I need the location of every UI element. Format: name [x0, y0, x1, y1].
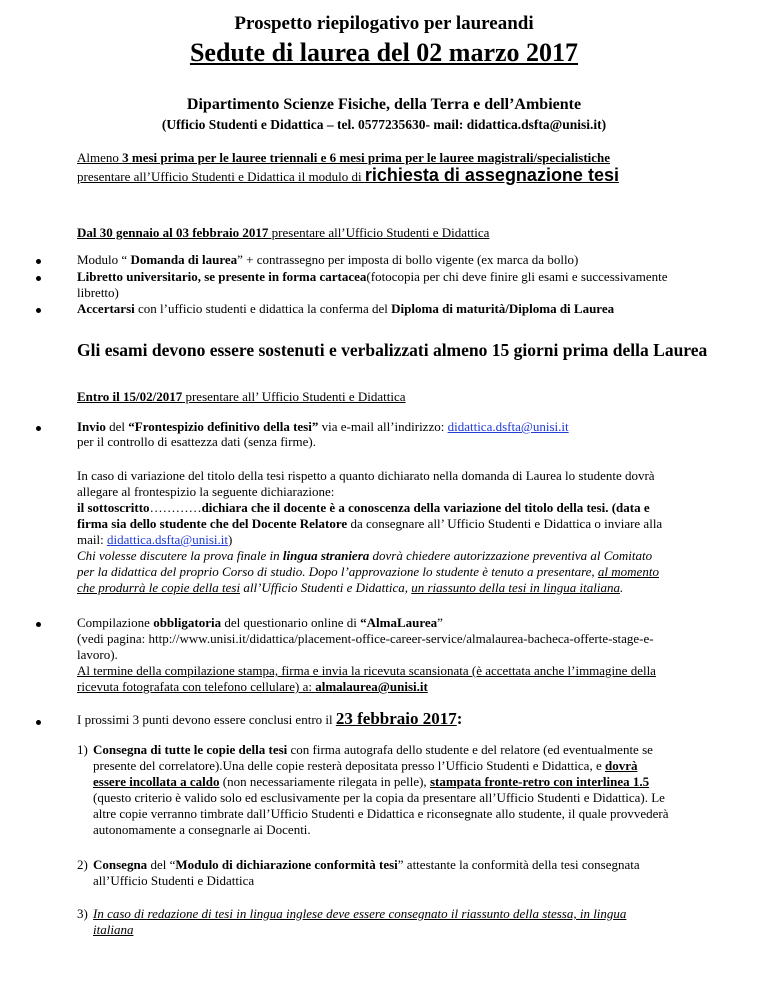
- text: mail:: [77, 532, 107, 547]
- text-bold: Invio: [77, 419, 106, 434]
- item1-line-3: [93, 774, 727, 789]
- email-link[interactable]: didattica.dsfta@unisi.it: [106, 532, 228, 547]
- text: per il controllo di esattezza dati (senza firme).: [77, 434, 316, 449]
- section3-lead: [77, 711, 727, 727]
- almalaurea-line-3: lavoro).: [77, 647, 118, 662]
- bullet-icon: [36, 720, 41, 725]
- foreign-language-line-2: [77, 564, 727, 579]
- almalaurea-line-2: (vedi pagina: http://www.unisi.it/didattica/placement-office-career-service/almalaurea-bacheca-offerte-stage-e-: [77, 631, 654, 646]
- intro-request-title: richiesta di assegnazione tesi: [364, 165, 619, 185]
- item1-line-6: autonomamente a consegnarle ai Docenti.: [93, 822, 311, 837]
- bullet-icon: [36, 259, 41, 264]
- text-bold: firma sia dello studente che del Docente Relatore: [77, 516, 348, 531]
- list-number: 2): [77, 857, 88, 872]
- text-bold: “AlmaLaurea: [360, 615, 438, 630]
- text: :: [456, 709, 463, 728]
- text: da consegnare all’ Ufficio Studenti e Didattica o inviare alla: [347, 516, 663, 531]
- foreign-language-line-1: [77, 548, 727, 563]
- text-bold: Accertarsi: [77, 301, 135, 316]
- text: Compilazione: [77, 615, 154, 630]
- text-bold: Consegna: [93, 857, 148, 872]
- text-bold: Domanda di laurea: [130, 252, 238, 267]
- bullet-icon: [36, 426, 41, 431]
- text-bold: Consegna di tutte le copie della tesi: [93, 742, 288, 757]
- section2-invio: [77, 419, 727, 434]
- item3-line-1: In caso di redazione di tesi in lingua inglese deve essere consegnato il riassunto della stessa, in lingua: [93, 906, 627, 921]
- list-number: 1): [77, 742, 88, 757]
- text-bold: Diploma di maturità/Diploma di Laurea: [391, 301, 615, 316]
- text: ): [227, 532, 233, 547]
- section1-bullet-3: [77, 301, 727, 316]
- department-name: Dipartimento Scienze Fisiche, della Terra e dell’Ambiente: [186, 96, 582, 113]
- office-contact: (Ufficio Studenti e Didattica – tel. 0577235630- mail: didattica.dsfta@unisi.it): [161, 117, 607, 132]
- almalaurea-line-5: [77, 679, 727, 694]
- text: dovrà chiedere autorizzazione preventiva al Comitato: [369, 548, 653, 563]
- item1-line-1: [93, 742, 727, 757]
- almalaurea-line-4: Al termine della compilazione stampa, firma e invia la ricevuta scansionata (è accettata anche l’immagine della: [77, 663, 656, 678]
- text: ” attestante la conformità della tesi consegnata: [397, 857, 640, 872]
- exam-deadline-headline: Gli esami devono essere sostenuti e verbalizzati almeno 15 giorni prima della Laurea: [77, 340, 708, 360]
- list-number: 3): [77, 906, 88, 921]
- section2-invio-cont: [77, 434, 727, 449]
- bullet-icon: [36, 308, 41, 313]
- section2-heading-text: presentare all’ Ufficio Studenti e Didattica: [182, 389, 406, 404]
- email-link[interactable]: didattica.dsfta@unisi.it: [447, 419, 569, 434]
- text: I prossimi 3 punti devono essere conclusi entro il: [77, 712, 336, 727]
- text-bold: lingua straniera: [282, 548, 370, 563]
- text-underline: un riassunto della tesi in lingua italiana: [411, 580, 620, 595]
- text: .: [619, 580, 624, 595]
- section1-date: Dal 30 gennaio al 03 febbraio 2017: [77, 225, 269, 240]
- document-subtitle: Sedute di laurea del 02 marzo 2017: [189, 38, 579, 67]
- item3-line-2: italiana: [93, 922, 134, 937]
- section1-heading-text: presentare all’Ufficio Studenti e Didattica: [268, 225, 490, 240]
- text-underline: che produrrà le copie della tesi: [77, 580, 241, 595]
- text-underline: al momento: [597, 564, 659, 579]
- section2-date: Entro il 15/02/2017: [77, 389, 183, 404]
- text: con firma autografa dello studente e del relatore (ed eventualmente se: [287, 742, 653, 757]
- item1-line-5: altre copie verranno timbrate dall’Ufficio Studenti e Didattica e riconsegnate allo studente, il quale provvederà: [93, 806, 669, 821]
- text-underline: ricevuta fotografata con telefono cellulare) a:: [77, 679, 316, 694]
- text: Chi volesse discutere la prova finale in: [77, 548, 283, 563]
- text-bold: Libretto universitario, se presente in forma cartacea: [77, 269, 367, 284]
- text-bold: obbligatoria: [153, 615, 222, 630]
- section1-bullet-2: [77, 269, 727, 284]
- text: con l’ufficio studenti e didattica la conferma del: [134, 301, 392, 316]
- text: ” + contrassegno per imposta di bollo vigente (ex marca da bollo): [237, 252, 579, 267]
- text-bold: “Frontespizio definitivo della tesi”: [128, 419, 319, 434]
- text-bold: dovrà: [604, 758, 638, 773]
- text-bold: il sottoscritto: [77, 500, 150, 515]
- variation-line-5: [77, 532, 727, 547]
- item1-line-4: (questo criterio è valido solo ed esclusivamente per la copia da presentare all’Ufficio Studenti e Didattica). Le: [93, 790, 665, 805]
- text: (non necessariamente rilegata in pelle),: [219, 774, 430, 789]
- text-bold: dichiara che il docente è a conoscenza della variazione del titolo della tesi. (data e: [201, 500, 650, 515]
- text: presente del correlatore).Una delle copie resterà depositata presso l’Ufficio Studenti e Didattica, e: [93, 758, 605, 773]
- text: all’Ufficio Studenti e Didattica,: [240, 580, 412, 595]
- section1-bullet-1: [77, 252, 727, 267]
- variation-line-4: [77, 516, 727, 531]
- text-bold: essere incollata a caldo: [93, 774, 220, 789]
- variation-line-3: [77, 500, 727, 515]
- variation-line-2: allegare al frontespizio la seguente dichiarazione:: [77, 484, 335, 499]
- item2-line-2: all’Ufficio Studenti e Didattica: [93, 873, 255, 888]
- deadline-date: 23 febbraio 2017: [335, 709, 457, 728]
- text: del questionario online di: [221, 615, 361, 630]
- item2-line-1: [93, 857, 727, 872]
- document-title: Prospetto riepilogativo per laureandi: [234, 13, 534, 34]
- intro-line-2: [77, 165, 727, 185]
- text: …………: [149, 500, 202, 515]
- text: libretto): [77, 285, 119, 300]
- bullet-icon: [36, 276, 41, 281]
- intro-text: Almeno: [77, 150, 123, 165]
- intro-text-2: presentare all’Ufficio Studenti e Didattica il modulo di: [77, 169, 365, 184]
- intro-bold: 3 mesi prima per le lauree triennali e 6 mesi prima per le lauree magistrali/specialistiche: [122, 150, 611, 165]
- text: via e-mail all’indirizzo:: [318, 419, 448, 434]
- text: Modulo “: [77, 252, 131, 267]
- bullet-icon: [36, 622, 41, 627]
- foreign-language-line-3: [77, 580, 727, 595]
- text: ”: [437, 615, 443, 630]
- almalaurea-line-1: [77, 615, 727, 630]
- item1-line-2: [93, 758, 727, 773]
- section1-bullet-2-cont: [77, 285, 727, 300]
- text: (fotocopia per chi deve finire gli esami e successivamente: [366, 269, 668, 284]
- text-bold: Modulo di dichiarazione conformità tesi: [175, 857, 398, 872]
- section1-heading: [77, 225, 727, 240]
- variation-line-1: In caso di variazione del titolo della tesi rispetto a quanto dichiarato nella domanda di Laurea lo studente dovrà: [77, 468, 655, 483]
- text: del: [105, 419, 129, 434]
- section2-heading: [77, 389, 727, 404]
- text: del “: [147, 857, 176, 872]
- email-address: almalaurea@unisi.it: [315, 679, 428, 694]
- intro-line-1: [77, 150, 727, 165]
- text-bold: stampata fronte-retro con interlinea 1.5: [429, 774, 650, 789]
- text: per la didattica del proprio Corso di studio. Dopo l’approvazione lo studente è tenuto a presentare,: [77, 564, 598, 579]
